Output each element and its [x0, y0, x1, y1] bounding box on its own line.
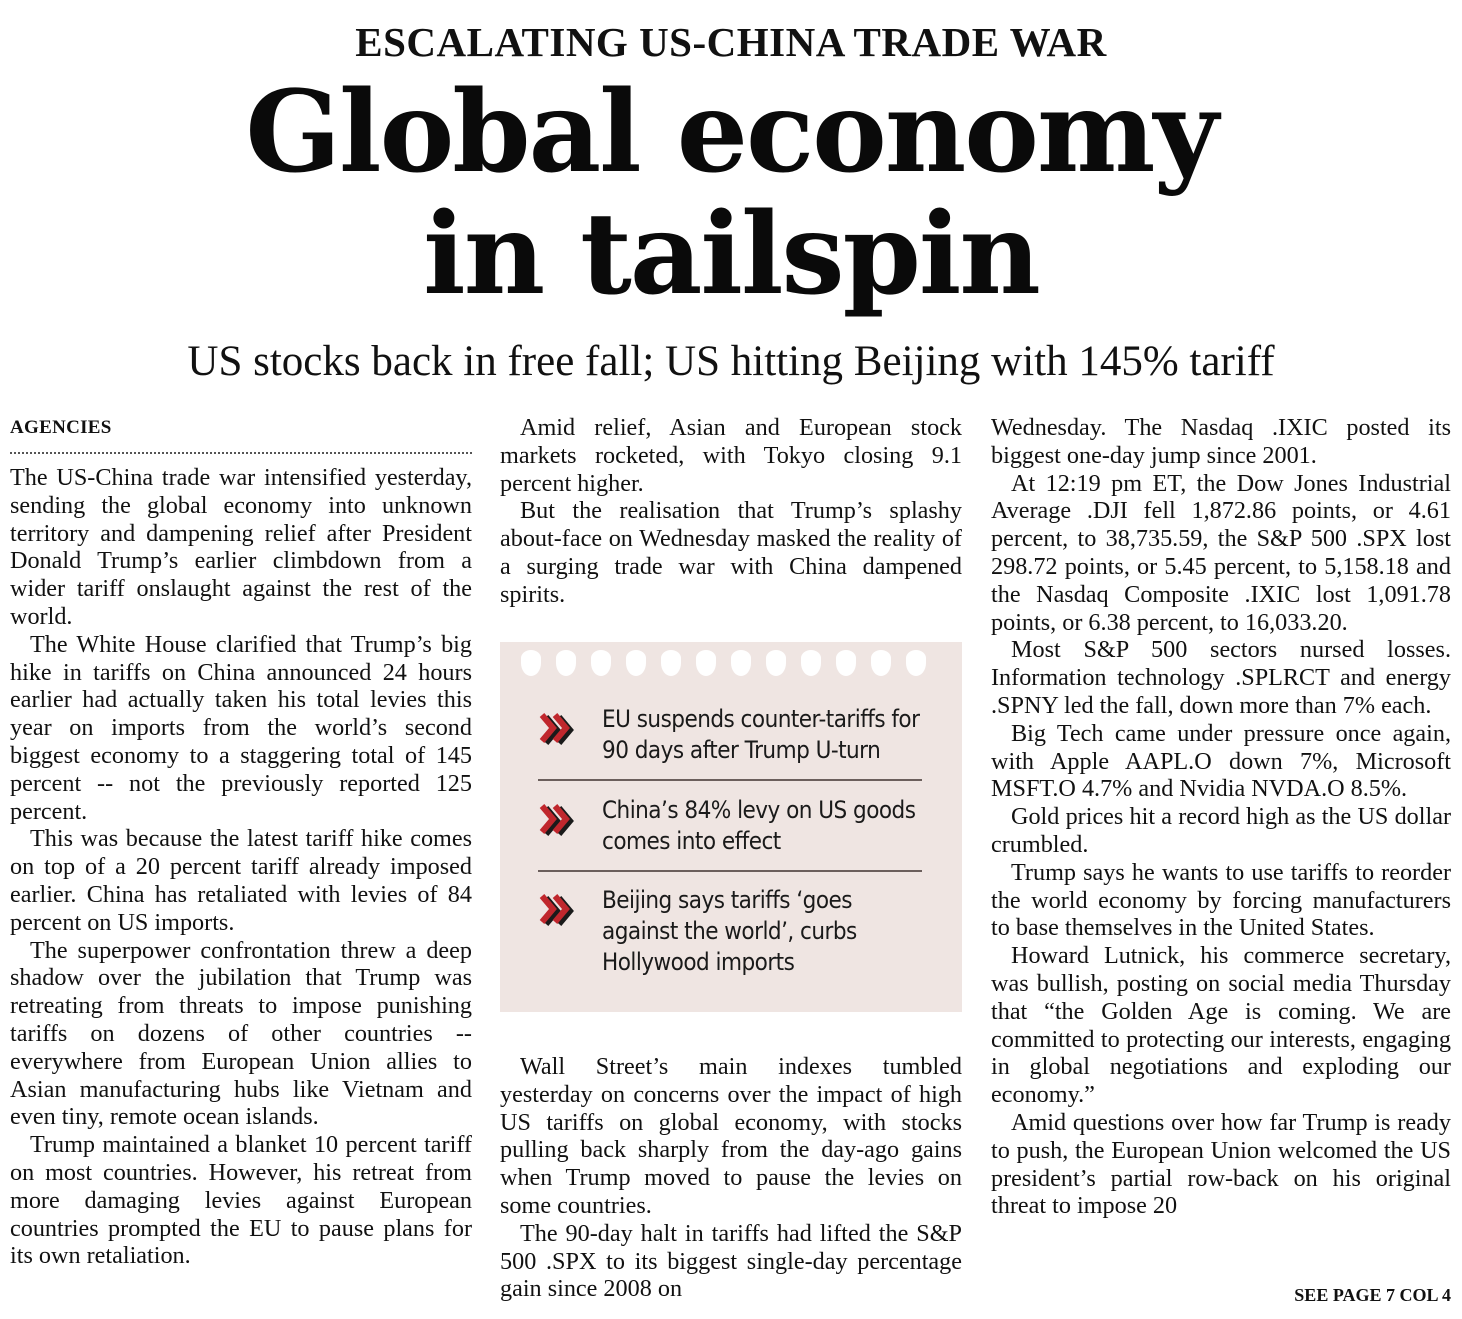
paragraph: Howard Lutnick, his commerce secretary, was bullish, posting on social media Thursday that “the Golden Age is coming. We are committed to protecting our interests, engaging in global negotiations and exploding our economy.”: [991, 942, 1451, 1109]
article-column-2-top: [500, 414, 962, 609]
highlight-text: China’s 84% levy on US goods comes into effect: [602, 796, 916, 855]
notepad-hole: [556, 650, 576, 676]
double-chevron-right-icon: [538, 801, 578, 839]
paragraph: The superpower confrontation threw a deep shadow over the jubilation that Trump was retreating from threats to impose punishing tariffs on dozens of other countries -- everywhere from European Union allies to Asian manufacturing hubs like Vietnam and even tiny, remote ocean islands.: [10, 936, 472, 1131]
paragraph: Amid relief, Asian and European stock markets rocketed, with Tokyo closing 9.1 percent higher.: [500, 414, 962, 497]
notepad-hole: [871, 650, 891, 676]
divider: [538, 779, 922, 781]
highlight-item: [538, 795, 922, 857]
headline: [0, 67, 1462, 320]
highlight-item: [538, 704, 922, 766]
paragraph: The White House clarified that Trump’s big hike in tariffs on China announced 24 hours earlier had actually taken his total levies this year on imports from the world’s second biggest economy to a staggering total of 145 percent -- not the previously reported 125 percent.: [10, 630, 472, 825]
paragraph: Most S&P 500 sectors nursed losses. Information technology .SPLRCT and energy .SPNY led the fall, down more than 7% each.: [991, 636, 1451, 719]
paragraph: This was because the latest tariff hike comes on top of a 20 percent tariff already imposed earlier. China has retaliated with levies of 84 percent on US imports.: [10, 825, 472, 936]
divider: [538, 870, 922, 872]
paragraph: Big Tech came under pressure once again, with Apple AAPL.O down 7%, Microsoft MSFT.O 4.7% and Nvidia NVDA.O 8.5%.: [991, 719, 1451, 803]
paragraph: Amid questions over how far Trump is ready to push, the European Union welcomed the US president’s partial row-back on his original threat to impose 20: [991, 1108, 1451, 1220]
paragraph: Wall Street’s main indexes tumbled yesterday on concerns over the impact of high US tariffs on global economy, with stocks pulling back sharply from the day-ago gains when Trump moved to pause the levies on some countries.: [500, 1053, 962, 1219]
notepad-hole: [591, 650, 611, 676]
kicker: ESCALATING US-CHINA TRADE WAR: [355, 19, 1107, 65]
jump-line: SEE PAGE 7 COL 4: [1294, 1285, 1451, 1305]
paragraph: At 12:19 pm ET, the Dow Jones Industrial Average .DJI fell 1,872.86 points, or 4.61 percent, to 38,735.59, the S&P 500 .SPX lost 298.72 points, or 5.45 percent, to 5,158.18 and the Nasdaq Composite .IXIC lost 1,091.78 points, or 6.38 percent, to 16,033.20.: [991, 469, 1451, 636]
highlight-text: EU suspends counter-tariffs for 90 days after Trump U-turn: [602, 705, 920, 764]
headline-line-1: Global economy: [245, 67, 1217, 198]
highlights-box: [500, 642, 962, 1012]
paragraph: Wednesday. The Nasdaq .IXIC posted its biggest one-day jump since 2001.: [991, 414, 1451, 469]
article-column-2-bottom: [500, 1053, 962, 1303]
paragraph: Trump maintained a blanket 10 percent tariff on most countries. However, his retreat from more damaging levies against European countries prompted the EU to pause plans for its own retaliation.: [10, 1131, 472, 1270]
notepad-holes: [500, 642, 962, 678]
notepad-hole: [521, 650, 541, 676]
paragraph: Trump says he wants to use tariffs to reorder the world economy by forcing manufacturers to base themselves in the United States.: [991, 858, 1451, 942]
highlight-text: Beijing says tariffs ‘goes against the world’, curbs Hollywood imports: [602, 886, 857, 976]
paragraph: The 90-day halt in tariffs had lifted the S&P 500 .SPX to its biggest single-day percentage gain since 2008 on: [500, 1219, 962, 1303]
paragraph: But the realisation that Trump’s splashy about-face on Wednesday masked the reality of a surging trade war with China dampened spirits.: [500, 497, 962, 608]
headline-line-2: in tailspin: [423, 189, 1039, 320]
notepad-hole: [696, 650, 716, 676]
paragraph: Gold prices hit a record high as the US dollar crumbled.: [991, 803, 1451, 858]
notepad-hole: [906, 650, 926, 676]
article-column-1: [10, 414, 472, 1270]
highlight-item: [538, 885, 922, 978]
byline: AGENCIES: [10, 414, 472, 454]
deck: US stocks back in free fall; US hitting Beijing with 145% tariff: [187, 338, 1275, 385]
notepad-hole: [801, 650, 821, 676]
paragraph: The US-China trade war intensified yesterday, sending the global economy into unknown territory and dampening relief after President Donald Trump’s earlier climbdown from a wider tariff onslaught against the rest of the world.: [10, 464, 472, 630]
notepad-hole: [836, 650, 856, 676]
double-chevron-right-icon: [538, 891, 578, 929]
notepad-hole: [661, 650, 681, 676]
notepad-hole: [766, 650, 786, 676]
double-chevron-right-icon: [538, 710, 578, 748]
article-column-3: [991, 414, 1451, 1220]
notepad-hole: [731, 650, 751, 676]
notepad-hole: [626, 650, 646, 676]
